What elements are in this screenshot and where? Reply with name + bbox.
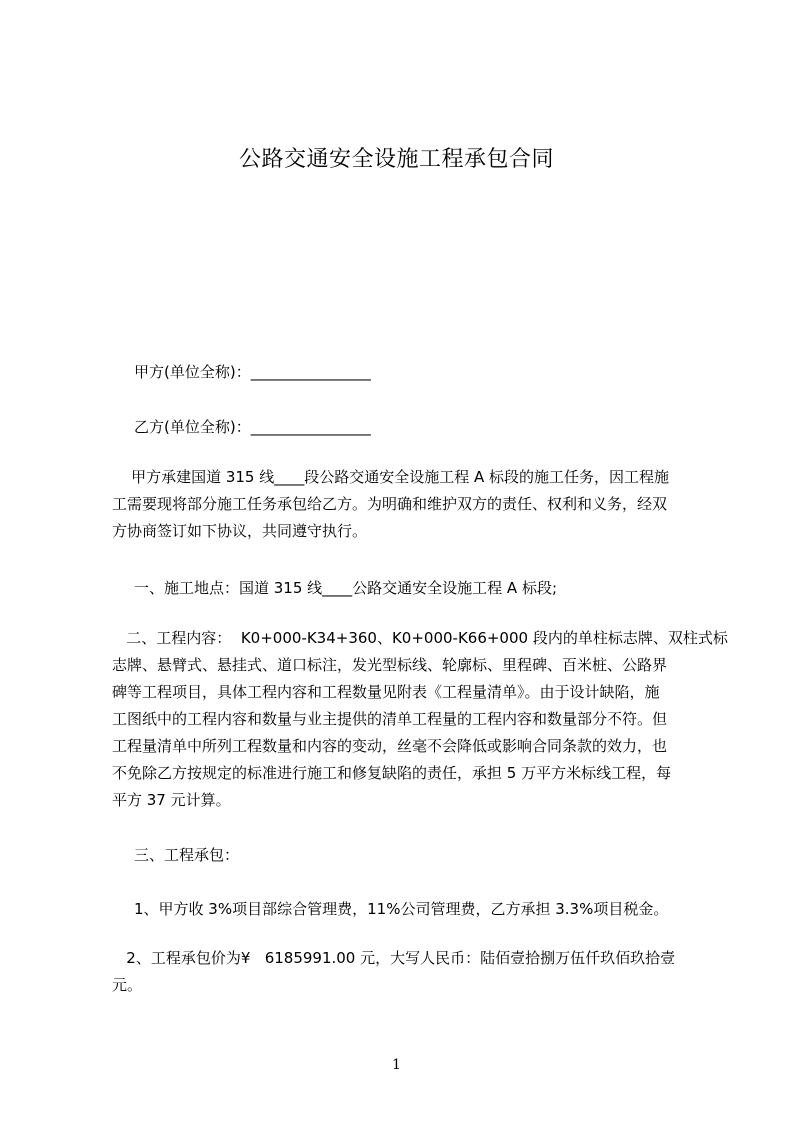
item-2-price-paragraph — [112, 945, 712, 999]
intro-paragraph — [112, 464, 712, 545]
section-2-line: 二、工程内容： K0+000-K34+360、K0+000-K66+000 段内的单柱标志牌、双柱式标 — [112, 629, 728, 647]
section-2-line: 工程量清单中所列工程数量和内容的变动，丝毫不会降低或影响合同条款的效力，也 — [112, 737, 668, 755]
intro-line: 方协商签订如下协议，共同遵守执行。 — [112, 522, 368, 540]
section-1-location: 一、施工地点：国道 315 线____公路交通安全设施工程 A 标段; — [134, 579, 558, 597]
document-title: 公路交通安全设施工程承包合同 — [238, 147, 554, 172]
intro-line: 工需要现将部分施工任务承包给乙方。为明确和维护双方的责任、权利和义务，经双 — [112, 495, 668, 513]
section-2-line: 工图纸中的工程内容和数量与业主提供的清单工程量的工程内容和数量部分不符。但 — [112, 710, 668, 728]
intro-line: 甲方承建国道 315 线____段公路交通安全设施工程 A 标段的施工任务，因工程施 — [112, 468, 670, 486]
page-number: 1 — [392, 1057, 401, 1073]
party-a-line: 甲方(单位全称)：________________ — [134, 363, 371, 381]
item-1-fees: 1、甲方收 3%项目部综合管理费，11%公司管理费，乙方承担 3.3%项目税金。 — [134, 900, 669, 918]
section-2-line: 平方 37 元计算。 — [112, 791, 231, 809]
item-2-line: 2、工程承包价为¥ 6185991.00 元，大写人民币：陆佰壹拾捌万伍仟玖佰玖拾壹 — [112, 949, 676, 967]
item-2-line: 元。 — [112, 976, 143, 994]
section-2-line: 不免除乙方按规定的标准进行施工和修复缺陷的责任，承担 5 万平方米标线工程，每 — [112, 764, 672, 782]
section-2-line: 碑等工程项目，具体工程内容和工程数量见附表《工程量清单》。由于设计缺陷，施 — [112, 683, 660, 701]
party-b-line: 乙方(单位全称)：________________ — [134, 418, 371, 436]
section-2-content-paragraph — [112, 625, 728, 814]
section-3-heading: 三、工程承包： — [134, 846, 240, 864]
section-2-line: 志牌、悬臂式、悬挂式、道口标注，发光型标线、轮廓标、里程碑、百米桩、公路界 — [112, 656, 668, 674]
